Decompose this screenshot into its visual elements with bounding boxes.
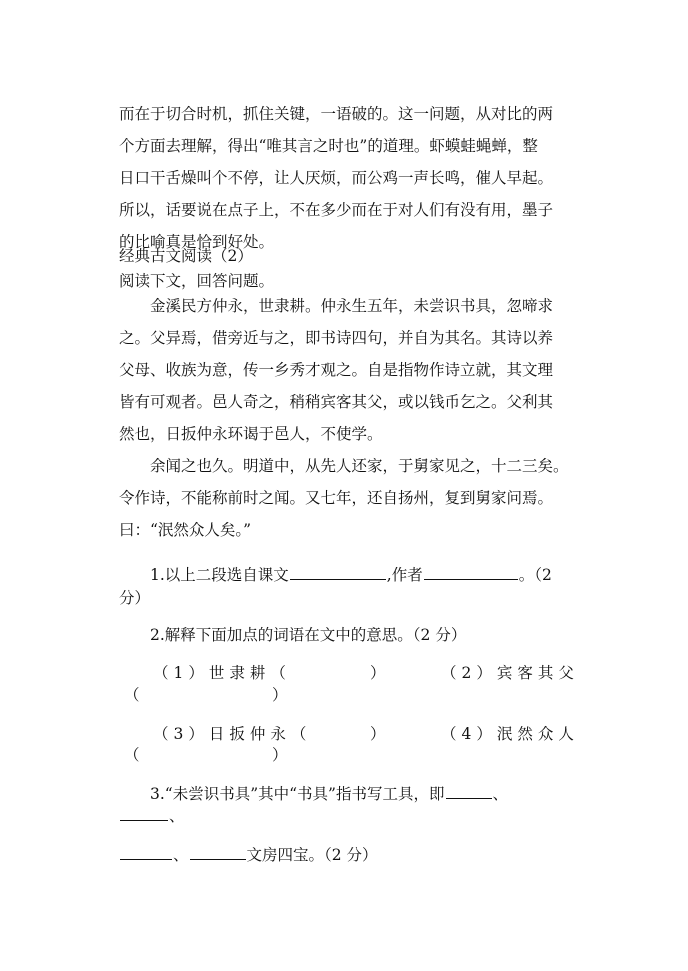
passage-paragraph-1 (119, 290, 571, 450)
intro-line: 而在于切合时机，抓住关键，一语破的。这一问题，从对比的两 (119, 105, 554, 123)
q2-item-3-label: （3）日扳仲永（ (153, 725, 312, 743)
intro-line: 的比喻真是恰到好处。 (119, 233, 275, 251)
q2-item-1-close: ） (370, 664, 386, 682)
question-1 (150, 563, 552, 585)
q2-item-4-open: （ (124, 746, 140, 764)
intro-line: 日口干舌燥叫个不停，让人厌烦，而公鸡一声长鸣，催人早起。 (119, 169, 554, 187)
question-2-title: 2.解释下面加点的词语在文中的意思。（2 分） (150, 626, 467, 644)
q1-continuation: 分） (119, 589, 151, 607)
intro-paragraph (119, 98, 571, 258)
q2-item-1 (153, 661, 291, 683)
q2-item-2-open: （ (124, 686, 140, 704)
q2-item-3-close: ） (370, 725, 386, 743)
q3-blank-4[interactable] (190, 843, 246, 860)
intro-line: 个方面去理解，得出“唯其言之时也”的道理。虾蟆蛙蝇蝉，整 (119, 137, 538, 155)
passage-line: 父母、收族为意，传一乡秀才观之。自是指物作诗立就，其文理 (119, 361, 554, 379)
passage-line: 然也，日扳仲永环谒于邑人，不使学。 (119, 425, 383, 443)
q1-author-blank[interactable] (424, 563, 518, 580)
question-3 (150, 782, 508, 804)
q1-middle: ,作者 (386, 566, 423, 584)
section-title: 经典古文阅读（2） (119, 247, 253, 265)
q2-item-4-label: （4）泯然众人 (441, 725, 579, 743)
q3-suffix: 文房四宝。（2 分） (246, 846, 378, 864)
q1-suffix: 。（2 (518, 566, 552, 584)
q2-item-3 (153, 722, 311, 744)
intro-line: 所以，话要说在点子上，不在多少而在于对人们有没有用，墨子 (119, 201, 554, 219)
instruction-text: 阅读下文，回答问题。 (119, 272, 275, 290)
q1-lesson-blank[interactable] (290, 563, 386, 580)
q3-line-2 (119, 804, 185, 826)
passage-line: 之。父异焉，借旁近与之，即书诗四句，并自为其名。其诗以养 (119, 329, 554, 347)
q2-item-2-label: （2）宾客其父 (441, 664, 579, 682)
passage-line: 皆有可观者。邑人奇之，稍稍宾客其父，或以钱币乞之。父利其 (119, 393, 554, 411)
q2-item-2-close: ） (272, 686, 288, 704)
q3-line-3 (119, 843, 378, 865)
q2-item-1-label: （1）世隶耕（ (153, 664, 291, 682)
passage-line: 令作诗，不能称前时之闻。又七年，还自扬州，复到舅家问焉。 (119, 489, 554, 507)
q1-prefix: 1.以上二段选自课文 (150, 566, 289, 584)
q3-sep: 、 (173, 846, 189, 864)
passage-line: 曰：“泯然众人矣。” (119, 521, 252, 539)
q3-sep: 、 (492, 785, 509, 803)
q3-blank-3[interactable] (120, 843, 172, 860)
q3-sep: 、 (169, 807, 185, 825)
section-header (119, 244, 571, 294)
q3-blank-2[interactable] (120, 804, 168, 821)
q2-item-4-close: ） (272, 746, 288, 764)
q3-prefix: 3.“未尝识书具”其中“书具”指书写工具，即 (150, 785, 445, 803)
q3-blank-1[interactable] (446, 782, 492, 799)
passage-line: 余闻之也久。明道中，从先人还家，于舅家见之，十二三矣。 (150, 457, 569, 475)
passage-line: 金溪民方仲永，世隶耕。仲永生五年，未尝识书具，忽啼求 (150, 297, 554, 315)
passage-paragraph-2 (119, 450, 571, 546)
